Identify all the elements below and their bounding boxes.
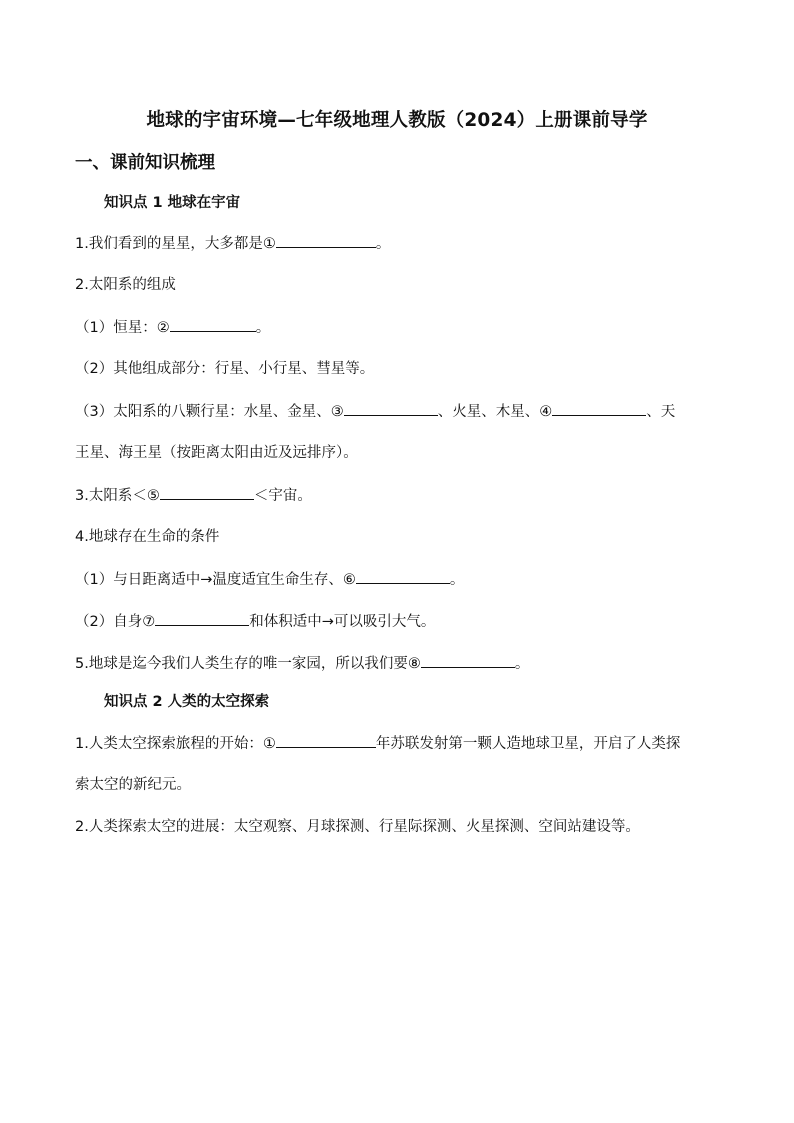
knowledge-point-2-heading: 知识点 2 人类的太空探索 — [104, 694, 270, 710]
text: 。 — [514, 656, 530, 672]
kp1-line-7 — [75, 485, 312, 506]
text: 、天 — [646, 404, 676, 420]
text: 、火星、木星、④ — [437, 404, 553, 420]
kp2-line-2: 索太空的新纪元。 — [75, 777, 191, 793]
text: （3）太阳系的八颗行星：水星、金星、③ — [75, 404, 344, 420]
text: 3.太阳系＜⑤ — [75, 488, 160, 504]
kp1-line-1 — [75, 233, 390, 254]
text: 1.我们看到的星星，大多都是① — [75, 236, 276, 252]
text: 5.地球是迄今我们人类生存的唯一家园，所以我们要⑧ — [75, 656, 421, 672]
knowledge-point-1-heading: 知识点 1 地球在宇宙 — [104, 195, 241, 211]
answer-blank-3[interactable] — [344, 401, 438, 416]
kp1-line-8: 4.地球存在生命的条件 — [75, 529, 220, 545]
kp1-line-9 — [75, 569, 464, 590]
kp2-line-3: 2.人类探索太空的进展：太空观察、月球探测、行星际探测、火星探测、空间站建设等。 — [75, 819, 640, 835]
kp1-line-11 — [75, 653, 529, 674]
answer-blank-6[interactable] — [356, 569, 450, 584]
kp1-line-10 — [75, 611, 435, 632]
text: （2）自身⑦ — [75, 614, 156, 630]
text: 。 — [375, 236, 391, 252]
text: 。 — [449, 572, 465, 588]
kp1-line-6: 王星、海王星（按距离太阳由近及远排序）。 — [75, 445, 358, 461]
text: 1.人类太空探索旅程的开始：① — [75, 736, 276, 752]
text: （1）与日距离适中→温度适宜生命生存、⑥ — [75, 572, 356, 588]
kp1-line-2: 2.太阳系的组成 — [75, 277, 176, 293]
answer-blank-4[interactable] — [552, 401, 646, 416]
answer-blank-5[interactable] — [160, 485, 254, 500]
answer-blank-1[interactable] — [276, 233, 376, 248]
answer-blank-2[interactable] — [170, 317, 256, 332]
text: 。 — [255, 320, 271, 336]
kp1-line-5 — [75, 401, 675, 422]
answer-blank-7[interactable] — [155, 611, 249, 626]
kp1-line-3 — [75, 317, 270, 338]
text: 和体积适中→可以吸引大气。 — [249, 614, 436, 630]
section-heading: 一、课前知识梳理 — [75, 153, 215, 173]
answer-blank-kp2-1[interactable] — [276, 733, 376, 748]
text: ＜宇宙。 — [253, 488, 312, 504]
kp2-line-1 — [75, 733, 680, 754]
answer-blank-8[interactable] — [421, 653, 515, 668]
text: 年苏联发射第一颗人造地球卫星，开启了人类探 — [375, 736, 681, 752]
kp1-line-4: （2）其他组成部分：行星、小行星、彗星等。 — [75, 361, 375, 377]
text: （1）恒星：② — [75, 320, 170, 336]
document-title: 地球的宇宙环境—七年级地理人教版（2024）上册课前导学 — [146, 110, 648, 131]
